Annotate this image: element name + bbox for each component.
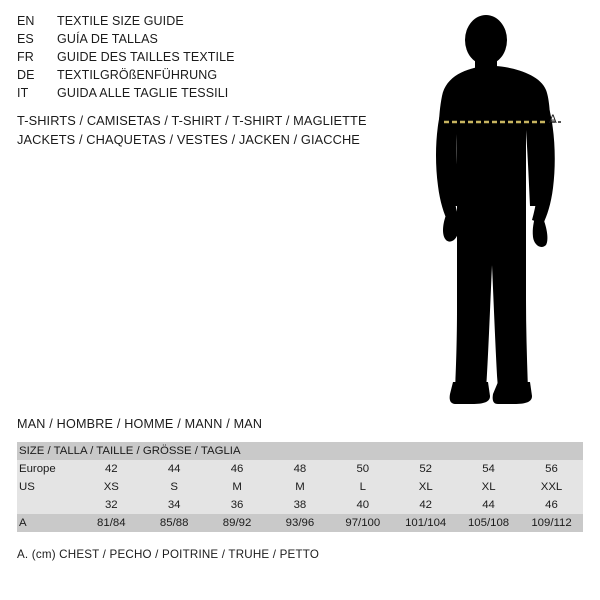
- table-cell: 56: [520, 460, 583, 478]
- table-row: [17, 514, 583, 532]
- table-cell: 109/112: [520, 514, 583, 532]
- table-cell: 89/92: [206, 514, 269, 532]
- table-cell: 32: [80, 496, 143, 514]
- category-list: [17, 111, 417, 149]
- row-label: Europe: [17, 460, 80, 478]
- table-cell: 85/88: [143, 514, 206, 532]
- table-cell: 44: [457, 496, 520, 514]
- row-label: [17, 496, 80, 514]
- table-cell: M: [206, 478, 269, 496]
- male-silhouette-icon: [400, 10, 600, 410]
- language-title: GUIDE DES TAILLES TEXTILE: [57, 50, 235, 64]
- table-cell: 52: [394, 460, 457, 478]
- table-cell: XL: [457, 478, 520, 496]
- language-code: IT: [17, 86, 29, 100]
- table-cell: 97/100: [331, 514, 394, 532]
- table-row: [17, 478, 583, 496]
- table-header-label: SIZE / TALLA / TAILLE / GRÖSSE / TAGLIA: [17, 442, 583, 460]
- table-cell: 50: [331, 460, 394, 478]
- category-jackets: JACKETS / CHAQUETAS / VESTES / JACKEN / GIACCHE: [17, 132, 360, 147]
- table-cell: 46: [206, 460, 269, 478]
- footnote-chest-measurement: A. (cm) CHEST / PECHO / POITRINE / TRUHE / PETTO: [17, 548, 320, 561]
- table-cell: 101/104: [394, 514, 457, 532]
- table-cell: S: [143, 478, 206, 496]
- language-title: GUIDA ALLE TAGLIE TESSILI: [57, 86, 229, 100]
- table-cell: 42: [394, 496, 457, 514]
- language-row: [17, 14, 377, 32]
- table-cell: 81/84: [80, 514, 143, 532]
- table-cell: 34: [143, 496, 206, 514]
- language-row: [17, 32, 377, 50]
- category-tshirts: T-SHIRTS / CAMISETAS / T-SHIRT / T-SHIRT / MAGLIETTE: [17, 113, 367, 128]
- row-label: A: [17, 514, 80, 532]
- language-row: [17, 50, 377, 68]
- table-cell: 105/108: [457, 514, 520, 532]
- language-row: [17, 68, 377, 86]
- table-cell: 93/96: [269, 514, 332, 532]
- table-cell: 48: [269, 460, 332, 478]
- table-row: [17, 496, 583, 514]
- table-row: [17, 460, 583, 478]
- table-cell: 46: [520, 496, 583, 514]
- table-cell: XS: [80, 478, 143, 496]
- table-cell: 44: [143, 460, 206, 478]
- language-title: TEXTILE SIZE GUIDE: [57, 14, 184, 28]
- language-title: TEXTILGRÖßENFÜHRUNG: [57, 68, 218, 82]
- row-label: US: [17, 478, 80, 496]
- language-title: GUÍA DE TALLAS: [57, 32, 158, 46]
- language-code: ES: [17, 32, 34, 46]
- table-cell: 54: [457, 460, 520, 478]
- table-header-row: [17, 442, 583, 460]
- table-cell: M: [269, 478, 332, 496]
- table-cell: L: [331, 478, 394, 496]
- table-cell: 36: [206, 496, 269, 514]
- measure-label-a: A: [549, 114, 557, 126]
- table-cell: 42: [80, 460, 143, 478]
- table-cell: 40: [331, 496, 394, 514]
- body-silhouette-figure: [400, 10, 600, 410]
- table-title: MAN / HOMBRE / HOMME / MANN / MAN: [17, 417, 263, 431]
- language-code: EN: [17, 14, 35, 28]
- table-cell: XXL: [520, 478, 583, 496]
- language-code: FR: [17, 50, 34, 64]
- table-cell: 38: [269, 496, 332, 514]
- language-row: [17, 86, 377, 104]
- table-cell: XL: [394, 478, 457, 496]
- language-code: DE: [17, 68, 35, 82]
- size-table: [17, 442, 583, 532]
- language-list: [17, 14, 377, 104]
